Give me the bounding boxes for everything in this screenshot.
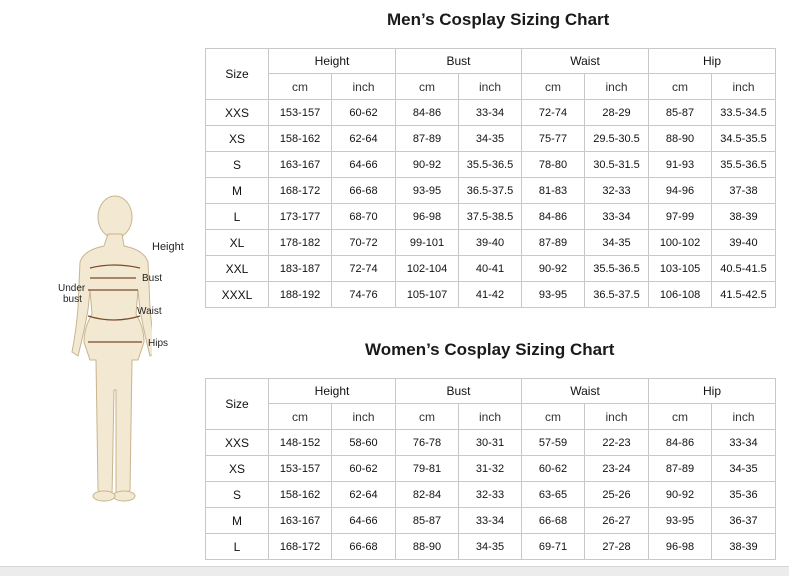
measure-cell: 93-95 — [522, 282, 585, 308]
measure-cell: 28-29 — [585, 100, 649, 126]
measure-cell: 84-86 — [522, 204, 585, 230]
body-silhouette-icon — [52, 190, 152, 510]
measure-cell: 74-76 — [332, 282, 396, 308]
unit-header: cm — [396, 404, 459, 430]
size-header: Size — [206, 379, 269, 430]
size-header: Size — [206, 49, 269, 100]
under-bust-label-line1: Under — [58, 283, 86, 294]
hip-header: Hip — [649, 49, 776, 74]
measure-cell: 96-98 — [396, 204, 459, 230]
measure-cell: 40.5-41.5 — [712, 256, 776, 282]
measure-cell: 37.5-38.5 — [459, 204, 522, 230]
measure-cell: 66-68 — [522, 508, 585, 534]
measure-cell: 75-77 — [522, 126, 585, 152]
measure-cell: 100-102 — [649, 230, 712, 256]
measure-cell: 99-101 — [396, 230, 459, 256]
measure-cell: 90-92 — [396, 152, 459, 178]
measure-cell: 34-35 — [585, 230, 649, 256]
measure-cell: 60-62 — [522, 456, 585, 482]
measure-cell: 93-95 — [396, 178, 459, 204]
measure-cell: 103-105 — [649, 256, 712, 282]
measure-cell: 62-64 — [332, 126, 396, 152]
measure-cell: 64-66 — [332, 152, 396, 178]
measure-cell: 183-187 — [269, 256, 332, 282]
table-row — [206, 256, 776, 282]
measure-cell: 31-32 — [459, 456, 522, 482]
measure-cell: 30.5-31.5 — [585, 152, 649, 178]
unit-header: inch — [332, 74, 396, 100]
measure-cell: 88-90 — [649, 126, 712, 152]
measure-cell: 27-28 — [585, 534, 649, 560]
measure-cell: 57-59 — [522, 430, 585, 456]
measure-cell: 36-37 — [712, 508, 776, 534]
measure-cell: 36.5-37.5 — [585, 282, 649, 308]
bust-header: Bust — [396, 379, 522, 404]
measure-cell: 25-26 — [585, 482, 649, 508]
measure-cell: 91-93 — [649, 152, 712, 178]
measure-cell: 90-92 — [649, 482, 712, 508]
unit-header: cm — [649, 404, 712, 430]
measure-cell: 69-71 — [522, 534, 585, 560]
unit-header: inch — [459, 404, 522, 430]
waist-header: Waist — [522, 379, 649, 404]
measure-cell: 33.5-34.5 — [712, 100, 776, 126]
measure-cell: 163-167 — [269, 508, 332, 534]
measure-cell: 96-98 — [649, 534, 712, 560]
measure-cell: 37-38 — [712, 178, 776, 204]
measure-cell: 40-41 — [459, 256, 522, 282]
unit-header: inch — [332, 404, 396, 430]
measure-cell: 33-34 — [585, 204, 649, 230]
measure-cell: 68-70 — [332, 204, 396, 230]
table-row — [206, 100, 776, 126]
measure-cell: 97-99 — [649, 204, 712, 230]
measure-cell: 72-74 — [332, 256, 396, 282]
unit-header: inch — [712, 404, 776, 430]
unit-header: inch — [712, 74, 776, 100]
measure-cell: 34-35 — [459, 126, 522, 152]
size-cell: M — [206, 178, 269, 204]
table-row — [206, 482, 776, 508]
size-cell: S — [206, 482, 269, 508]
measure-cell: 105-107 — [396, 282, 459, 308]
measure-cell: 35.5-36.5 — [459, 152, 522, 178]
measure-cell: 38-39 — [712, 534, 776, 560]
size-cell: XXL — [206, 256, 269, 282]
measure-cell: 62-64 — [332, 482, 396, 508]
hip-header: Hip — [649, 379, 776, 404]
measure-cell: 148-152 — [269, 430, 332, 456]
table-row — [206, 152, 776, 178]
measure-cell: 158-162 — [269, 126, 332, 152]
waist-label: Waist — [137, 306, 162, 317]
table-row — [206, 204, 776, 230]
measure-cell: 26-27 — [585, 508, 649, 534]
size-cell: XXS — [206, 430, 269, 456]
measure-cell: 178-182 — [269, 230, 332, 256]
measure-cell: 78-80 — [522, 152, 585, 178]
measure-cell: 87-89 — [522, 230, 585, 256]
measure-cell: 23-24 — [585, 456, 649, 482]
measure-cell: 79-81 — [396, 456, 459, 482]
size-cell: XS — [206, 126, 269, 152]
unit-header: cm — [649, 74, 712, 100]
table-row — [206, 282, 776, 308]
measure-cell: 84-86 — [396, 100, 459, 126]
measure-cell: 34.5-35.5 — [712, 126, 776, 152]
men-size-table — [205, 48, 776, 308]
height-label: Height — [152, 241, 184, 253]
measure-cell: 39-40 — [712, 230, 776, 256]
unit-header: cm — [522, 74, 585, 100]
measure-cell: 106-108 — [649, 282, 712, 308]
size-cell: XXS — [206, 100, 269, 126]
measure-cell: 33-34 — [459, 508, 522, 534]
measure-cell: 35-36 — [712, 482, 776, 508]
measure-cell: 70-72 — [332, 230, 396, 256]
measure-cell: 39-40 — [459, 230, 522, 256]
measure-cell: 94-96 — [649, 178, 712, 204]
measure-cell: 168-172 — [269, 178, 332, 204]
measure-cell: 64-66 — [332, 508, 396, 534]
measure-cell: 102-104 — [396, 256, 459, 282]
measure-cell: 29.5-30.5 — [585, 126, 649, 152]
measure-cell: 63-65 — [522, 482, 585, 508]
measure-cell: 30-31 — [459, 430, 522, 456]
height-header: Height — [269, 379, 396, 404]
women-size-table — [205, 378, 776, 560]
measure-cell: 60-62 — [332, 100, 396, 126]
measure-cell: 66-68 — [332, 534, 396, 560]
measure-cell: 87-89 — [396, 126, 459, 152]
measure-cell: 88-90 — [396, 534, 459, 560]
measure-cell: 93-95 — [649, 508, 712, 534]
measure-cell: 34-35 — [712, 456, 776, 482]
table-row — [206, 508, 776, 534]
table-row — [206, 126, 776, 152]
size-cell: M — [206, 508, 269, 534]
measure-cell: 33-34 — [712, 430, 776, 456]
unit-header: inch — [459, 74, 522, 100]
measure-cell: 36.5-37.5 — [459, 178, 522, 204]
measure-cell: 168-172 — [269, 534, 332, 560]
measure-cell: 85-87 — [649, 100, 712, 126]
unit-header: cm — [522, 404, 585, 430]
measure-cell: 41.5-42.5 — [712, 282, 776, 308]
under-bust-label-line2: bust — [63, 294, 82, 305]
table-row — [206, 230, 776, 256]
measure-cell: 41-42 — [459, 282, 522, 308]
unit-header: cm — [269, 404, 332, 430]
measure-cell: 173-177 — [269, 204, 332, 230]
measure-cell: 82-84 — [396, 482, 459, 508]
measure-cell: 33-34 — [459, 100, 522, 126]
measure-cell: 32-33 — [459, 482, 522, 508]
bust-header: Bust — [396, 49, 522, 74]
measure-cell: 32-33 — [585, 178, 649, 204]
measure-cell: 22-23 — [585, 430, 649, 456]
body-measurement-figure — [52, 190, 152, 515]
measure-cell: 90-92 — [522, 256, 585, 282]
bust-label: Bust — [142, 273, 163, 284]
size-cell: XL — [206, 230, 269, 256]
measure-cell: 153-157 — [269, 100, 332, 126]
unit-header: inch — [585, 404, 649, 430]
size-cell: XXXL — [206, 282, 269, 308]
unit-header: cm — [269, 74, 332, 100]
height-header: Height — [269, 49, 396, 74]
measure-cell: 87-89 — [649, 456, 712, 482]
men-chart-title: Men’s Cosplay Sizing Chart — [387, 10, 610, 29]
measure-cell: 66-68 — [332, 178, 396, 204]
table-row — [206, 534, 776, 560]
measure-cell: 35.5-36.5 — [585, 256, 649, 282]
women-chart-title: Women’s Cosplay Sizing Chart — [365, 340, 615, 359]
measure-cell: 38-39 — [712, 204, 776, 230]
measure-cell: 35.5-36.5 — [712, 152, 776, 178]
measure-cell: 85-87 — [396, 508, 459, 534]
measure-cell: 163-167 — [269, 152, 332, 178]
measure-cell: 81-83 — [522, 178, 585, 204]
measure-cell: 84-86 — [649, 430, 712, 456]
unit-header: cm — [396, 74, 459, 100]
measure-cell: 72-74 — [522, 100, 585, 126]
size-cell: XS — [206, 456, 269, 482]
table-row — [206, 430, 776, 456]
measure-cell: 76-78 — [396, 430, 459, 456]
size-cell: S — [206, 152, 269, 178]
size-cell: L — [206, 534, 269, 560]
table-row — [206, 178, 776, 204]
measure-cell: 153-157 — [269, 456, 332, 482]
size-cell: L — [206, 204, 269, 230]
measure-cell: 188-192 — [269, 282, 332, 308]
measure-cell: 58-60 — [332, 430, 396, 456]
unit-header: inch — [585, 74, 649, 100]
measure-cell: 60-62 — [332, 456, 396, 482]
waist-header: Waist — [522, 49, 649, 74]
measure-cell: 158-162 — [269, 482, 332, 508]
table-row — [206, 456, 776, 482]
hips-label: Hips — [148, 338, 169, 349]
measure-cell: 34-35 — [459, 534, 522, 560]
